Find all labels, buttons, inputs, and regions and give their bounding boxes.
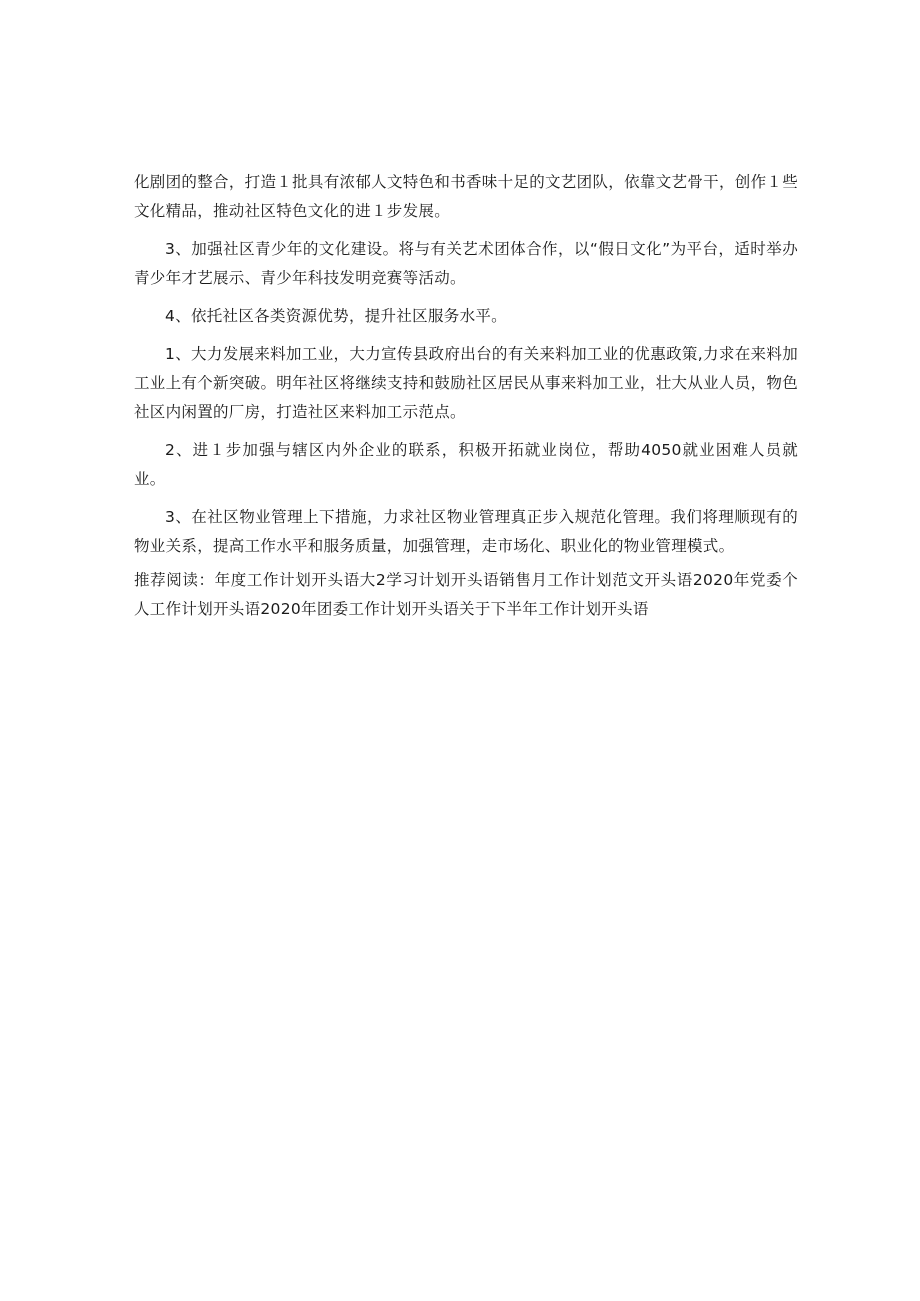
paragraph-processing-industry: 1、大力发展来料加工业，大力宣传县政府出台的有关来料加工业的优惠政策,力求在来料加工业上有个新突破。明年社区将继续支持和鼓励社区居民从事来料加工业，壮大从业人员，物色社区内闲置的厂房，打造社区来料加工示范点。 <box>134 345 798 421</box>
paragraph-enterprise-contact: 2、进１步加强与辖区内外企业的联系，积极开拓就业岗位，帮助4050就业困难人员就业。 <box>134 441 798 488</box>
paragraph-youth-culture: 3、加强社区青少年的文化建设。将与有关艺术团体合作，以“假日文化”为平台，适时举办青少年才艺展示、青少年科技发明竞赛等活动。 <box>134 240 798 287</box>
paragraph-community-resources: 4、依托社区各类资源优势，提升社区服务水平。 <box>165 307 507 325</box>
document-body <box>134 168 798 624</box>
paragraph-continuation: 化剧团的整合，打造１批具有浓郁人文特色和书香味十足的文艺团队，依靠文艺骨干，创作１些文化精品，推动社区特色文化的进１步发展。 <box>134 173 798 220</box>
recommended-reading: 推荐阅读：年度工作计划开头语大2学习计划开头语销售月工作计划范文开头语2020年党委个人工作计划开头语2020年团委工作计划开头语关于下半年工作计划开头语 <box>134 571 798 618</box>
paragraph-property-management: 3、在社区物业管理上下措施，力求社区物业管理真正步入规范化管理。我们将理顺现有的物业关系，提高工作水平和服务质量，加强管理，走市场化、职业化的物业管理模式。 <box>134 508 798 555</box>
